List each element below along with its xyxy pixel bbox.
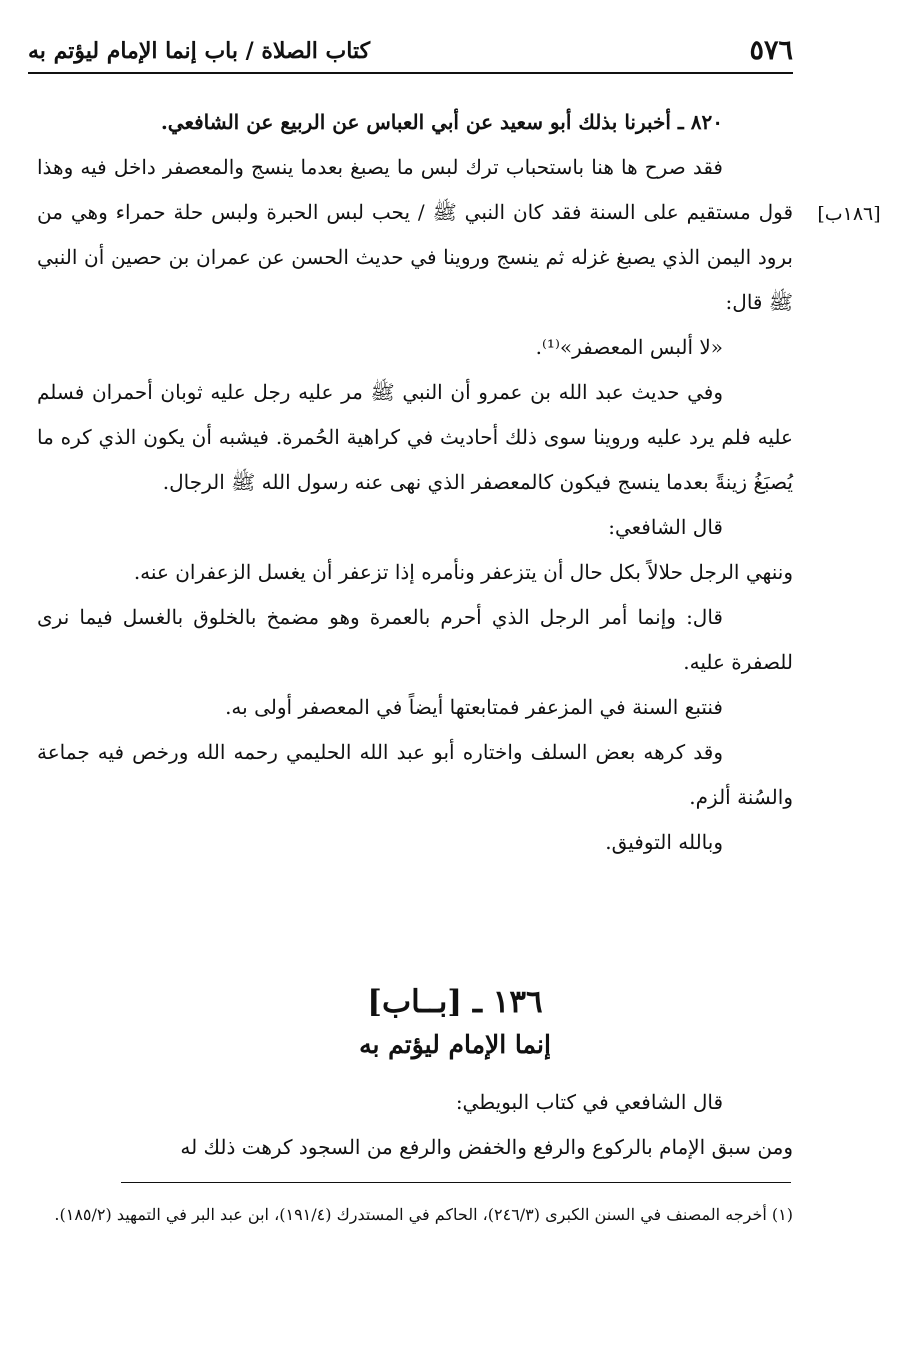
page-number: ٥٧٦ xyxy=(749,35,793,66)
manuscript-folio-note: [١٨٦ب] xyxy=(817,203,881,225)
footnote: (١) أخرجه المصنف في السنن الكبرى (٢٤٦/٣)، الحاكم في المستدرك (١٩١/٤)، ابن عبد البر في التمهيد (١٨٥/٢). xyxy=(54,1205,793,1224)
commentary-paragraph: وفي حديث عبد الله بن عمرو أن النبي ﷺ مر عليه رجل عليه ثوبان أحمران فسلم عليه فلم يرد عليه وروينا سوى ذلك أحاديث في كراهية الحُمرة. فيشبه أن يكون الذي كره ما يُصبَغُ زينةً بعدما ينسج فيكون كالمعصفر الذي نهى عنه رسول الله ﷺ الرجال. xyxy=(37,380,793,494)
chapter-opening-text xyxy=(37,1080,793,1170)
page-header xyxy=(28,26,793,74)
commentary-paragraph: فقد صرح ها هنا باستحباب ترك لبس ما يصبغ بعدما ينسج والمعصفر داخل فيه وهذا قول مستقيم على السنة فقد كان النبي ﷺ / يحب لبس الحبرة ولبس حلة حمراء وهي من برود اليمن الذي يصبغ غزله ثم ينسج وروينا في حديث الحسن عن عمران بن حصين أن النبي ﷺ قال: xyxy=(37,155,793,314)
chapter-number-heading: ١٣٦ ـ [بــاب] xyxy=(367,984,543,1020)
main-text xyxy=(37,100,793,865)
speaker-line: قال الشافعي: xyxy=(608,515,723,539)
chapter-title-heading: إنما الإمام ليؤتم به xyxy=(359,1030,551,1059)
speaker-line: قال الشافعي في كتاب البويطي: xyxy=(455,1090,723,1114)
chapter-body-line: ومن سبق الإمام بالركوع والرفع والخفض والرفع من السجود كرهت ذلك له xyxy=(180,1135,793,1159)
hadith-paragraph: ٨٢٠ ـ أخبرنا بذلك أبو سعيد عن أبي العباس عن الربيع عن الشافعي. xyxy=(160,110,723,134)
quoted-hadith: «لا ألبس المعصفر»⁽¹⁾. xyxy=(535,335,723,359)
closing-line: وبالله التوفيق. xyxy=(605,830,723,854)
footnote-divider xyxy=(121,1182,791,1183)
running-title: كتاب الصلاة / باب إنما الإمام ليؤتم به xyxy=(28,38,371,64)
header-divider xyxy=(28,72,793,74)
scholarly-opinion-paragraph: وقد كرهه بعض السلف واختاره أبو عبد الله الحليمي رحمه الله ورخص فيه جماعة والسُنة ألزم. xyxy=(37,740,793,809)
ruling-paragraph: وننهي الرجل حلالاً بكل حال أن يتزعفر ونأمره إذا تزعفر أن يغسل الزعفران عنه. xyxy=(133,560,793,584)
ruling-paragraph: قال: وإنما أمر الرجل الذي أحرم بالعمرة وهو مضمخ بالخلوق بالغسل فيما نرى للصفرة عليه. xyxy=(37,605,793,674)
conclusion-paragraph: فنتبع السنة في المزعفر فمتابعتها أيضاً في المعصفر أولى به. xyxy=(225,695,723,719)
